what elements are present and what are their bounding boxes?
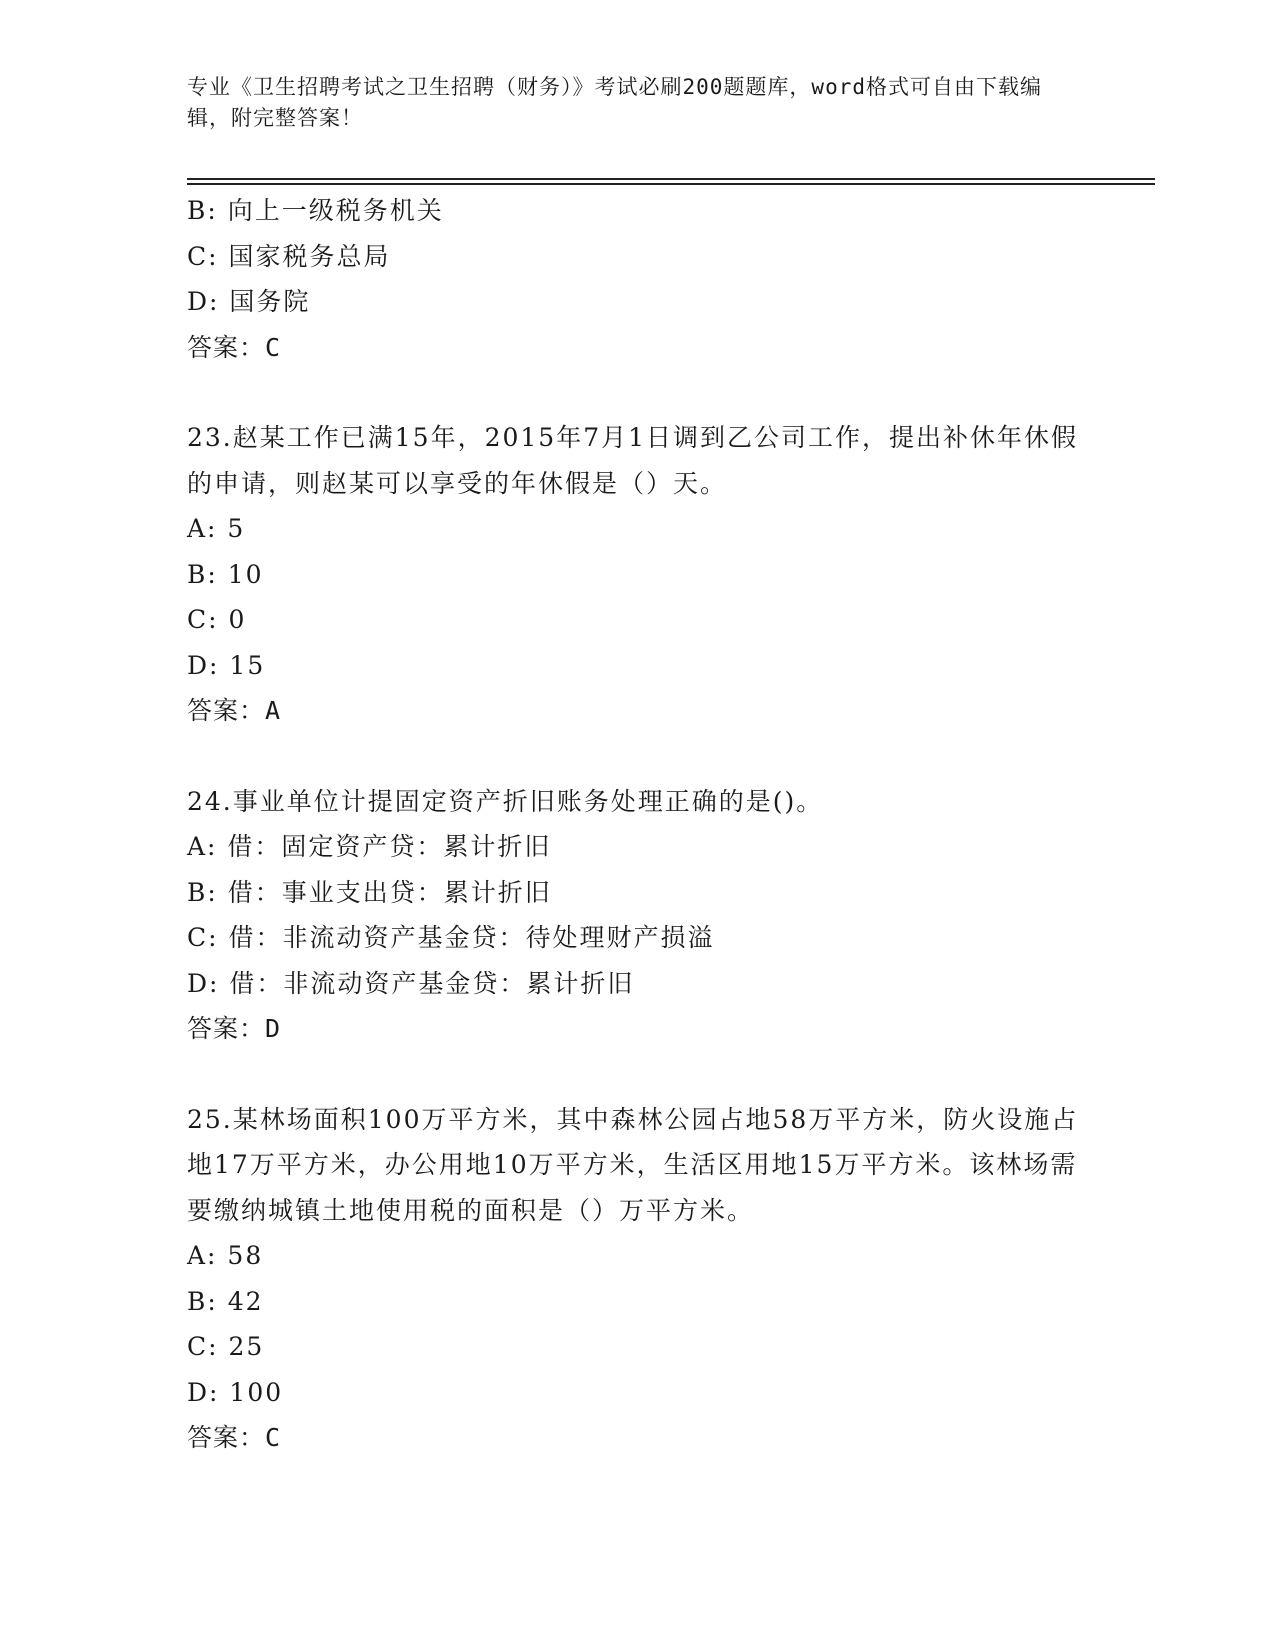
option-c: C: 25 [187,1332,265,1361]
answer-line: 答案：A [187,696,282,725]
option-c: C: 国家税务总局 [187,241,391,271]
question-stem: 25.某林场面积100万平方米，其中森林公园占地58万平方米，防火设施占地17万平方米，办公用地10万平方米，生活区用地15万平方米。该林场需要缴纳城镇土地使用税的面积是（）万平方米。 [187,1104,1079,1225]
answer-line: 答案：C [187,1423,282,1452]
question-stem: 24.事业单位计提固定资产折旧账务处理正确的是()。 [187,786,824,816]
answer-line: 答案：C [187,332,282,362]
option-d: D: 国务院 [187,287,311,316]
header-note: 专业《卫生招聘考试之卫生招聘（财务）》考试必刷200题题库，word格式可自由下载编辑，附完整答案！ [187,75,1042,130]
question-25 [187,1097,1087,1461]
option-d: D: 15 [187,650,266,680]
option-b: B: 42 [187,1286,264,1316]
option-a: A: 借：固定资产贷：累计折旧 [187,832,552,861]
option-b: B: 10 [187,559,264,589]
question-stem: 23.赵某工作已满15年，2015年7月1日调到乙公司工作，提出补休年休假的申请，则赵某可以享受的年休假是（）天。 [187,423,1079,498]
answer-line: 答案：D [187,1014,282,1043]
option-b: B: 借：事业支出贷：累计折旧 [187,877,552,907]
option-a: A: 58 [187,1241,264,1270]
option-a: A: 5 [187,514,246,543]
question-list [187,188,1087,1461]
option-b: B: 向上一级税务机关 [187,196,444,225]
option-c: C: 借：非流动资产基金贷：待处理财产损溢 [187,923,715,952]
partial-question [187,188,1087,370]
question-24 [187,779,1087,1052]
option-d: D: 借：非流动资产基金贷：累计折旧 [187,968,635,998]
option-c: C: 0 [187,605,247,634]
option-d: D: 100 [187,1377,284,1407]
divider-bottom [187,183,1155,185]
divider-top [187,178,1155,180]
question-23 [187,415,1087,734]
